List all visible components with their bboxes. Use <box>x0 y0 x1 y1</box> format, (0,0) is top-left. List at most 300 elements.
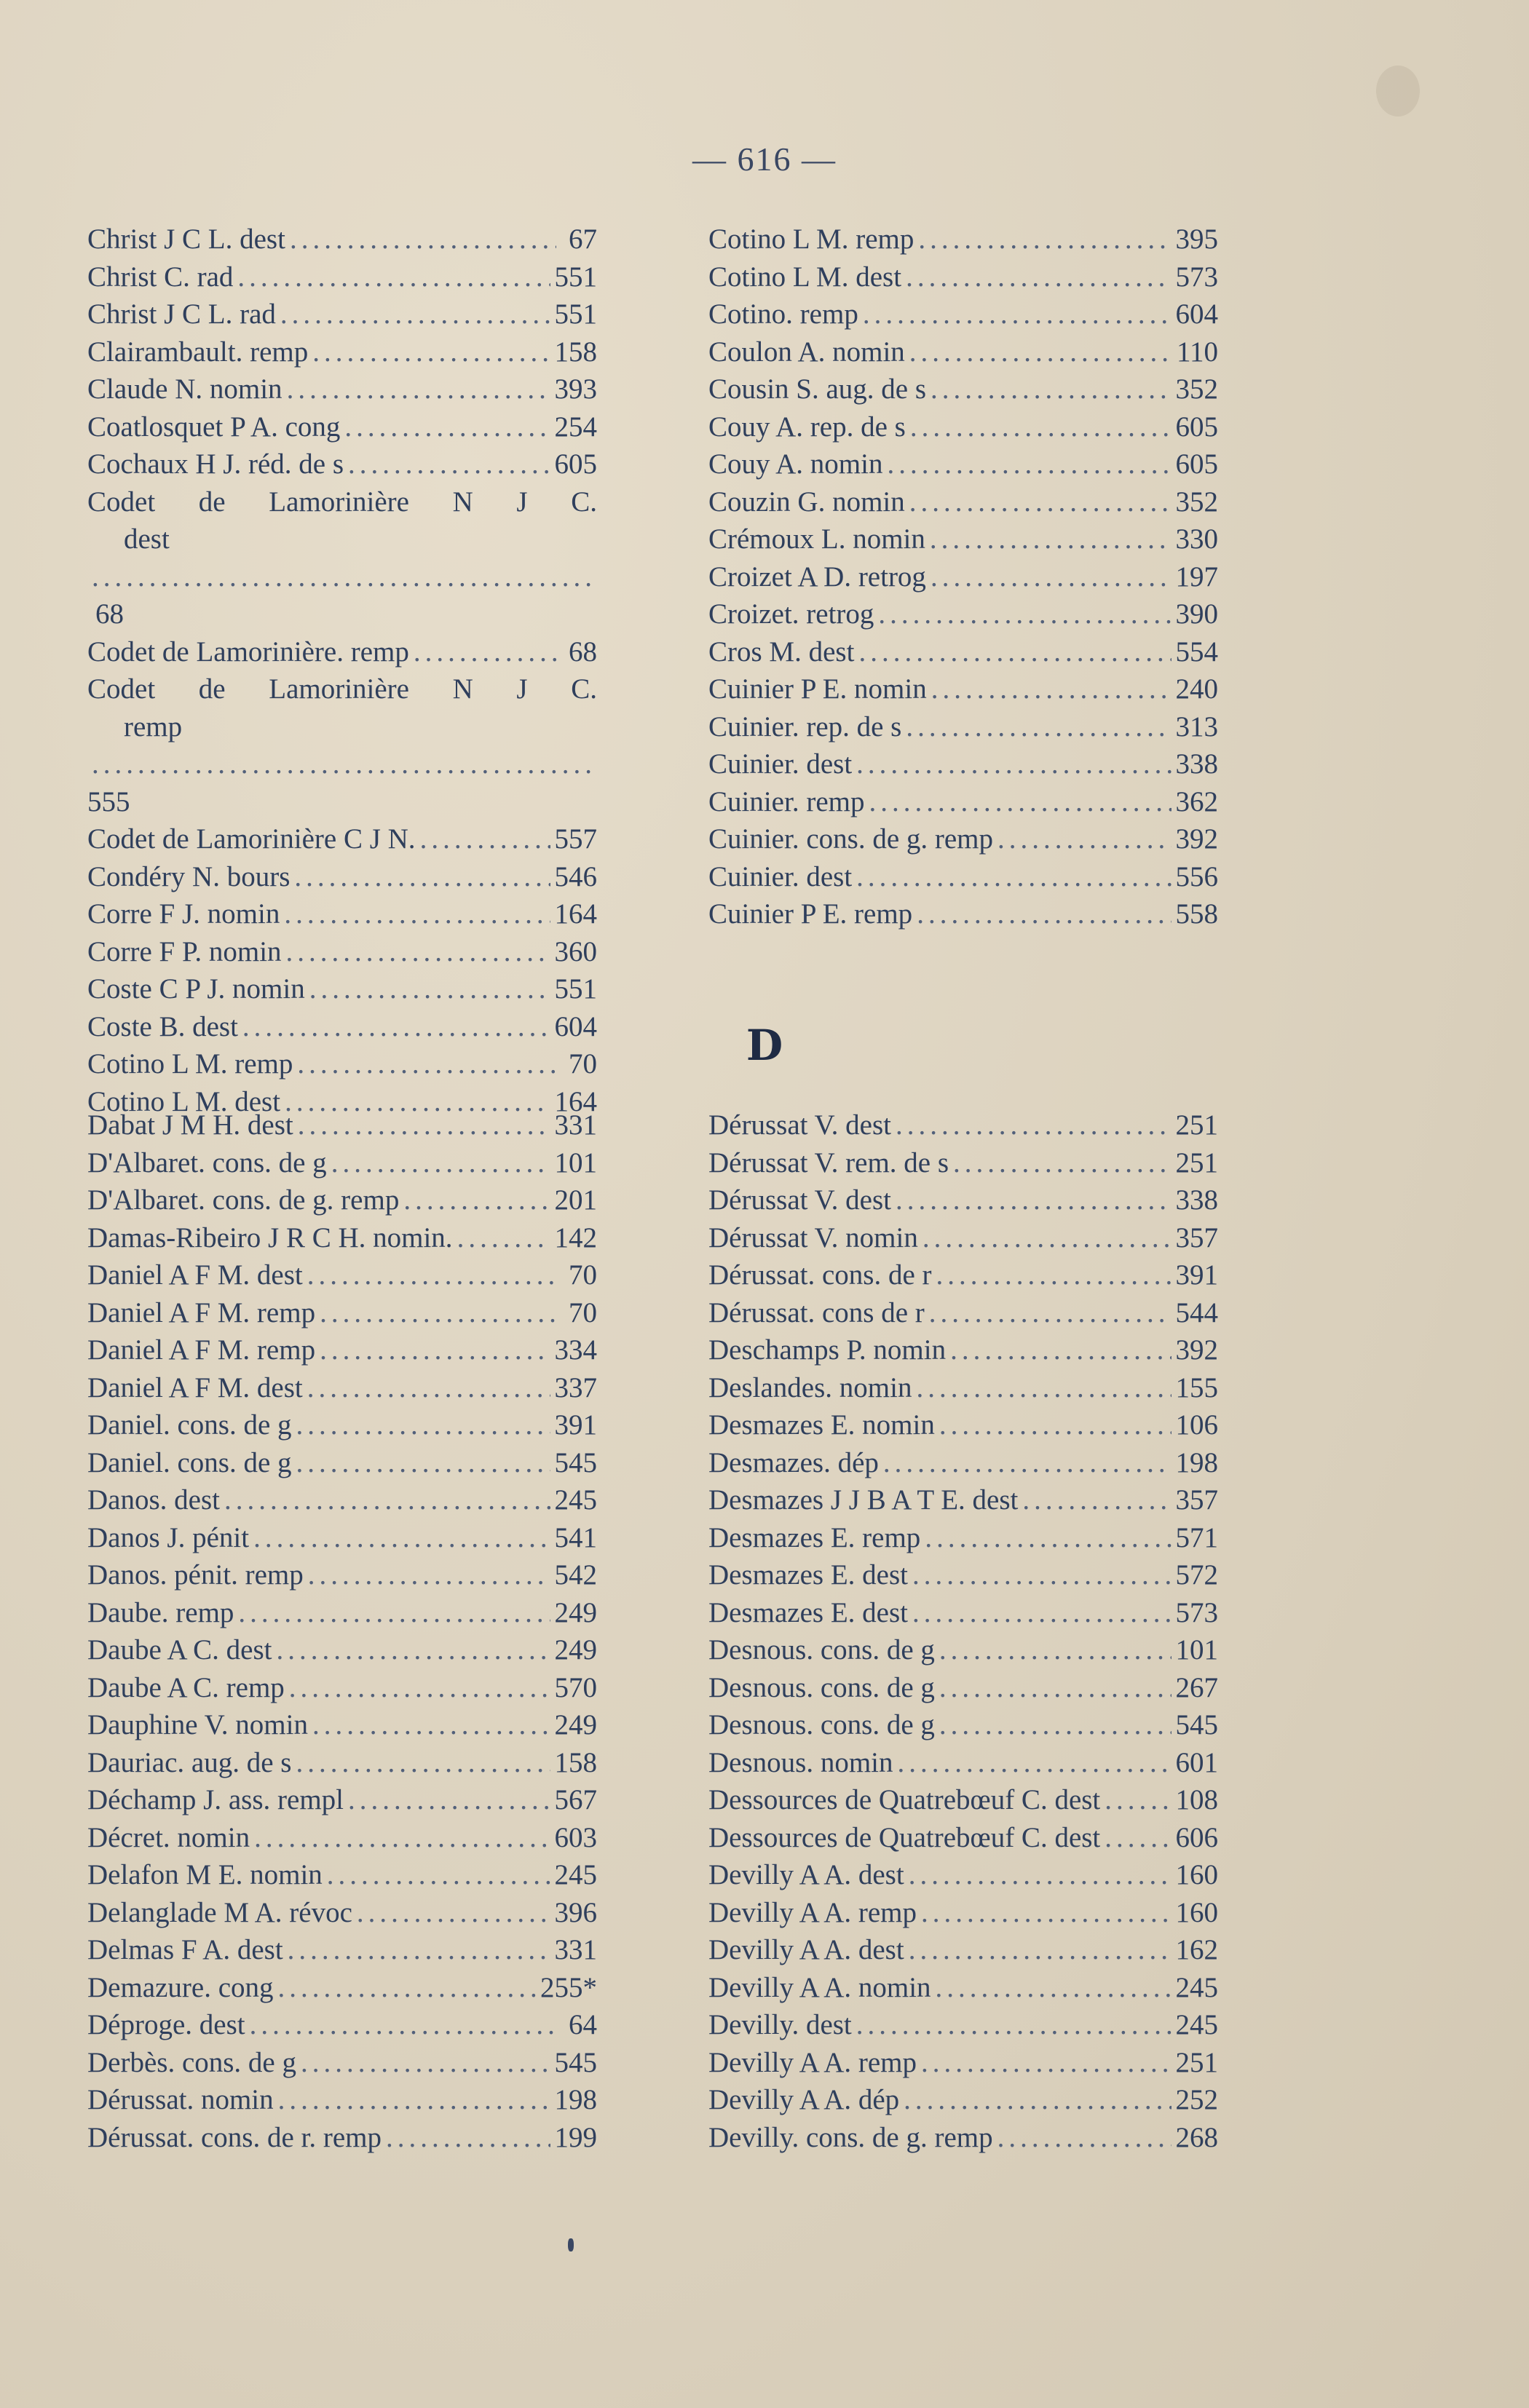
entry-page-number: 391 <box>1175 1259 1218 1291</box>
dot-leader <box>909 333 1172 371</box>
dot-leader <box>917 895 1171 933</box>
entry-page-number: 162 <box>1175 1934 1218 1965</box>
entry-name: Crémoux L. nomin <box>708 523 925 555</box>
entry-name: Desnous. nomin <box>708 1746 893 1778</box>
index-entry <box>708 1256 1218 1294</box>
dot-leader <box>403 1181 550 1219</box>
dot-leader <box>922 1219 1172 1257</box>
index-entry <box>708 1181 1218 1219</box>
entry-page-number: 554 <box>1175 635 1218 668</box>
dot-leader <box>953 1144 1171 1182</box>
entry-name-continuation: remp <box>124 710 183 742</box>
index-entry <box>87 1856 597 1894</box>
index-entry <box>708 1969 1218 2007</box>
entry-page-number: 395 <box>1175 223 1218 255</box>
dot-leader <box>909 483 1172 521</box>
entry-name: Cochaux H J. réd. de s <box>87 448 344 480</box>
dot-leader <box>930 520 1172 558</box>
dot-leader <box>856 745 1171 783</box>
entry-name: Déchamp J. ass. rempl <box>87 1784 344 1815</box>
entry-page-number: 331 <box>554 1109 597 1141</box>
dot-leader <box>288 1931 550 1969</box>
entry-name: Damas-Ribeiro J R C H. nomin. <box>87 1221 453 1253</box>
entry-name: Devilly A A. nomin <box>708 1971 931 2003</box>
entry-page-number: 606 <box>1175 1821 1218 1853</box>
dot-leader <box>457 1219 550 1257</box>
entry-page-number: 331 <box>554 1934 597 1965</box>
dot-leader <box>1105 1781 1171 1819</box>
index-entry <box>87 1781 597 1819</box>
index-entry <box>708 483 1218 521</box>
entry-page-number: 254 <box>554 411 597 443</box>
entry-page-number: 338 <box>1175 748 1218 780</box>
index-entry <box>87 445 597 483</box>
entry-name: Danos. dest <box>87 1484 220 1516</box>
index-entry <box>87 1631 597 1669</box>
dot-leader <box>224 1481 550 1519</box>
entry-page-number: 313 <box>1175 710 1218 742</box>
entry-page-number: 249 <box>554 1709 597 1740</box>
entry-page-number: 570 <box>554 1671 597 1703</box>
dot-leader <box>298 1106 550 1144</box>
ink-dot <box>568 2238 574 2251</box>
dot-leader <box>909 1931 1172 1969</box>
entry-name: Dessources de Quatrebœuf C. dest <box>708 1784 1101 1815</box>
index-entry <box>708 1369 1218 1407</box>
dot-leader <box>307 1256 556 1294</box>
index-entry <box>708 1406 1218 1444</box>
entry-page-number: 198 <box>554 2084 597 2115</box>
entry-page-number: 330 <box>1175 523 1218 555</box>
entry-name: Deschamps P. nomin <box>708 1334 947 1366</box>
entry-page-number: 64 <box>569 2009 597 2040</box>
entry-name: Daniel A F M. remp <box>87 1296 316 1328</box>
entry-page-number: 545 <box>554 2046 597 2078</box>
entry-page-number: 267 <box>1175 1671 1218 1703</box>
index-entry <box>87 1106 597 1144</box>
dot-leader <box>278 1969 536 2007</box>
entry-page-number: 546 <box>554 860 597 892</box>
dot-leader <box>348 445 550 483</box>
index-entry <box>708 1519 1218 1557</box>
entry-page-number: 357 <box>1175 1221 1218 1253</box>
index-entry <box>87 1931 597 1969</box>
index-entry <box>87 1969 597 2007</box>
entry-name: Desmazes E. dest <box>708 1559 908 1591</box>
dot-leader <box>344 408 550 446</box>
entry-page-number: 255* <box>540 1971 597 2003</box>
dot-leader <box>925 1519 1171 1557</box>
entry-name: Devilly A A. dest <box>708 1859 904 1890</box>
entry-name: Desmazes J J B A T E. dest <box>708 1484 1019 1516</box>
dot-leader <box>887 445 1171 483</box>
index-entry <box>708 1744 1218 1782</box>
entry-page-number: 605 <box>1175 448 1218 480</box>
entry-page-number: 245 <box>554 1859 597 1890</box>
dot-leader <box>939 1406 1172 1444</box>
index-column-c-right <box>708 221 1218 933</box>
index-entry <box>87 2081 597 2119</box>
entry-page-number: 155 <box>1175 1371 1218 1403</box>
entry-page-number: 556 <box>1175 860 1218 892</box>
index-entry <box>87 1481 597 1519</box>
entry-page-number: 551 <box>554 973 597 1005</box>
entry-page-number: 573 <box>1175 1596 1218 1628</box>
dot-leader <box>237 258 550 296</box>
index-entry <box>708 1219 1218 1257</box>
dot-leader <box>921 2044 1172 2082</box>
entry-name: Cotino L M. remp <box>87 1048 293 1080</box>
index-entry <box>708 1144 1218 1182</box>
dot-leader <box>909 1856 1172 1894</box>
dot-leader <box>878 595 1171 633</box>
index-entry <box>87 1594 597 1632</box>
entry-name: Daniel. cons. de g <box>87 1409 292 1441</box>
index-entry <box>708 2081 1218 2119</box>
index-entry <box>708 820 1218 858</box>
entry-page-number: 392 <box>1175 1334 1218 1366</box>
dot-leader <box>296 1444 550 1482</box>
dot-leader <box>1022 1481 1171 1519</box>
entry-name: Danos. pénit. remp <box>87 1559 304 1591</box>
entry-page-number: 249 <box>554 1596 597 1628</box>
entry-name: Daube A C. dest <box>87 1634 272 1666</box>
letter-heading: D <box>746 1021 783 1070</box>
entry-name: Corre F J. nomin <box>87 898 280 930</box>
dot-leader <box>312 333 550 371</box>
index-entry <box>87 1894 597 1932</box>
index-entry <box>87 483 597 633</box>
dot-leader <box>250 2006 556 2044</box>
dot-leader <box>296 1744 550 1782</box>
dot-leader <box>858 633 1171 671</box>
index-entry <box>87 1294 597 1332</box>
entry-name: Devilly. dest <box>708 2009 852 2040</box>
index-entry <box>87 670 597 820</box>
index-entry <box>708 1106 1218 1144</box>
entry-page-number: 338 <box>1175 1184 1218 1216</box>
entry-page-number: 251 <box>1175 1109 1218 1141</box>
entry-name: Dérussat V. dest <box>708 1184 891 1216</box>
entry-name: Codet de Lamorinière C J N. <box>87 823 416 855</box>
dot-leader <box>904 2081 1171 2119</box>
entry-name: Dérussat V. dest <box>708 1109 891 1141</box>
dot-leader <box>906 708 1171 746</box>
dot-leader <box>386 2119 550 2157</box>
dot-leader <box>320 1294 556 1332</box>
dot-leader <box>294 858 550 896</box>
index-entry <box>708 1706 1218 1744</box>
dot-leader <box>939 1706 1172 1744</box>
entry-name: Danos J. pénit <box>87 1521 250 1553</box>
index-entry <box>708 2044 1218 2082</box>
index-column-c-left <box>87 221 597 1120</box>
entry-name: Dérussat. cons. de r <box>708 1259 932 1291</box>
entry-name: Desmazes E. dest <box>708 1596 908 1628</box>
index-entry <box>87 895 597 933</box>
dot-leader <box>997 820 1171 858</box>
entry-name: Daniel. cons. de g <box>87 1446 292 1478</box>
dot-leader <box>1105 1819 1171 1857</box>
entry-page-number: 396 <box>554 1896 597 1928</box>
dot-leader <box>939 1631 1172 1669</box>
entry-name: Christ J C L. dest <box>87 223 285 255</box>
index-entry <box>87 296 597 333</box>
entry-name: Dessources de Quatrebœuf C. dest <box>708 1821 1101 1853</box>
entry-page-number: 604 <box>554 1010 597 1042</box>
index-entry <box>708 670 1218 708</box>
entry-name: Croizet A D. retrog <box>708 561 926 593</box>
entry-name: Dérussat. cons. de r. remp <box>87 2121 382 2153</box>
index-entry <box>87 408 597 446</box>
entry-name: Cousin S. aug. de s <box>708 373 927 405</box>
index-entry <box>708 558 1218 596</box>
entry-name: Daniel A F M. dest <box>87 1259 303 1291</box>
index-entry <box>708 2006 1218 2044</box>
entry-name: Coste C P J. nomin <box>87 973 305 1005</box>
dot-leader <box>898 1744 1172 1782</box>
entry-name: Christ C. rad <box>87 261 234 293</box>
index-entry <box>708 895 1218 933</box>
entry-name: Devilly A A. remp <box>708 2046 917 2078</box>
entry-page-number: 391 <box>554 1409 597 1441</box>
index-entry <box>708 1444 1218 1482</box>
entry-page-number: 392 <box>1175 823 1218 855</box>
dot-leader <box>280 296 550 333</box>
entry-name: Devilly. cons. de g. remp <box>708 2121 993 2153</box>
index-entry <box>87 2119 597 2157</box>
entry-page-number: 571 <box>1175 1521 1218 1553</box>
dot-leader <box>929 1294 1172 1332</box>
dot-leader <box>856 858 1171 896</box>
entry-name: Corre F P. nomin <box>87 935 282 967</box>
dot-leader <box>320 1331 550 1369</box>
index-entry <box>87 1519 597 1557</box>
entry-page-number: 158 <box>554 1746 597 1778</box>
dot-leader <box>921 1894 1172 1932</box>
entry-page-number: 106 <box>1175 1409 1218 1441</box>
index-entry <box>708 1331 1218 1369</box>
dot-leader <box>950 1331 1171 1369</box>
entry-page-number: 337 <box>554 1371 597 1403</box>
dot-leader <box>856 2006 1172 2044</box>
dot-leader <box>331 1144 550 1182</box>
dot-leader <box>931 371 1171 408</box>
entry-page-number: 360 <box>554 935 597 967</box>
dot-leader <box>916 1369 1171 1407</box>
entry-name: Cuinier. dest <box>708 748 853 780</box>
entry-page-number: 268 <box>1175 2121 1218 2153</box>
entry-name: Devilly A A. dép <box>708 2084 900 2115</box>
index-entry <box>708 1931 1218 1969</box>
index-entry <box>708 1819 1218 1857</box>
dot-leader <box>420 820 550 858</box>
index-entry <box>708 445 1218 483</box>
entry-name: Cros M. dest <box>708 635 855 668</box>
dot-leader <box>931 670 1172 708</box>
index-entry <box>87 858 597 896</box>
entry-page-number: 245 <box>1175 2009 1218 2040</box>
index-entry <box>87 1406 597 1444</box>
dot-leader <box>309 970 550 1008</box>
entry-name: Desmazes E. remp <box>708 1521 921 1553</box>
entry-page-number: 198 <box>1175 1446 1218 1478</box>
dot-leader <box>912 1556 1172 1594</box>
index-entry <box>708 783 1218 821</box>
entry-page-number: 557 <box>554 823 597 855</box>
index-entry <box>87 1444 597 1482</box>
dot-leader <box>253 1519 550 1557</box>
entry-name: Desmazes E. nomin <box>708 1409 935 1441</box>
index-entry <box>708 1669 1218 1707</box>
index-entry <box>87 1369 597 1407</box>
index-entry <box>87 933 597 971</box>
entry-page-number: 70 <box>569 1259 597 1291</box>
entry-page-number: 68 <box>569 635 597 668</box>
dot-leader <box>936 1256 1172 1294</box>
index-entry <box>708 595 1218 633</box>
entry-name: Dérussat V. rem. de s <box>708 1146 949 1179</box>
dot-leader <box>936 1969 1172 2007</box>
index-entry <box>708 1556 1218 1594</box>
dot-leader <box>863 296 1172 333</box>
dot-leader <box>312 1706 550 1744</box>
index-entry <box>708 708 1218 746</box>
dot-leader <box>997 2119 1172 2157</box>
index-entry <box>708 258 1218 296</box>
entry-name: Devilly A A. dest <box>708 1934 904 1965</box>
index-entry <box>708 858 1218 896</box>
entry-name: Daniel A F M. dest <box>87 1371 303 1403</box>
entry-name: Codet de Lamorinière N J C. <box>87 486 597 518</box>
entry-page-number: 542 <box>554 1559 597 1591</box>
entry-name: Delmas F A. dest <box>87 1934 283 1965</box>
dot-leader <box>301 2044 550 2082</box>
dot-leader <box>278 2081 550 2119</box>
dot-leader <box>357 1894 550 1932</box>
index-entry <box>708 371 1218 408</box>
dot-leader <box>912 1594 1172 1632</box>
entry-name: Cuinier P E. nomin <box>708 673 927 705</box>
entry-page-number: 572 <box>1175 1559 1218 1591</box>
entry-name: Clairambault. remp <box>87 336 309 368</box>
entry-page-number: 160 <box>1175 1859 1218 1890</box>
index-entry <box>87 333 597 371</box>
index-entry <box>87 1331 597 1369</box>
entry-name: Delafon M E. nomin <box>87 1859 323 1890</box>
entry-name: Deslandes. nomin <box>708 1371 912 1403</box>
page-number: — 616 — <box>692 140 837 178</box>
paper-stain <box>1376 66 1420 116</box>
dot-leader <box>910 408 1172 446</box>
entry-name: Daube A C. remp <box>87 1671 285 1703</box>
entry-page-number: 390 <box>1175 598 1218 630</box>
entry-page-number: 160 <box>1175 1896 1218 1928</box>
entry-name: Desnous. cons. de g <box>708 1709 935 1740</box>
entry-name: Dérussat. nomin <box>87 2084 274 2115</box>
index-entry <box>708 1294 1218 1332</box>
index-entry <box>708 745 1218 783</box>
entry-name: Couy A. rep. de s <box>708 411 906 443</box>
entry-name: Dauriac. aug. de s <box>87 1746 292 1778</box>
entry-page-number: 334 <box>554 1334 597 1366</box>
dot-leader <box>883 1444 1172 1482</box>
entry-page-number: 357 <box>1175 1484 1218 1516</box>
dot-leader <box>308 1556 550 1594</box>
entry-page-number: 544 <box>1175 1296 1218 1328</box>
dot-leader <box>92 558 593 596</box>
entry-name: Claude N. nomin <box>87 373 283 405</box>
dot-leader <box>254 1819 550 1857</box>
entry-name: Coulon A. nomin <box>708 336 905 368</box>
index-entry <box>87 1744 597 1782</box>
entry-page-number: 551 <box>554 298 597 330</box>
entry-name: Codet de Lamorinière N J C. <box>87 673 597 705</box>
entry-name: Demazure. cong <box>87 1971 274 2003</box>
index-entry <box>708 296 1218 333</box>
entry-page-number: 555 <box>87 785 130 817</box>
dot-leader <box>896 1181 1172 1219</box>
dot-leader <box>896 1106 1172 1144</box>
entry-page-number: 545 <box>554 1446 597 1478</box>
entry-name: Cuinier. remp <box>708 785 865 817</box>
entry-name: Cotino L M. dest <box>708 261 902 293</box>
entry-name-continuation: dest <box>124 523 170 555</box>
entry-name: Cuinier. dest <box>708 860 853 892</box>
entry-name: Christ J C L. rad <box>87 298 276 330</box>
index-entry <box>708 633 1218 671</box>
dot-leader <box>931 558 1172 596</box>
entry-page-number: 567 <box>554 1784 597 1815</box>
entry-name: Cotino L M. dest <box>87 1085 281 1117</box>
entry-page-number: 158 <box>554 336 597 368</box>
entry-name: Cotino. remp <box>708 298 858 330</box>
entry-name: Cuinier P E. remp <box>708 898 913 930</box>
entry-name: Desnous. cons. de g <box>708 1671 935 1703</box>
entry-name: Delanglade M A. révoc <box>87 1896 352 1928</box>
entry-name: Cuinier. cons. de g. remp <box>708 823 994 855</box>
entry-name: Décret. nomin <box>87 1821 250 1853</box>
dot-leader <box>869 783 1171 821</box>
index-entry <box>87 970 597 1008</box>
entry-page-number: 558 <box>1175 898 1218 930</box>
dot-leader <box>92 745 593 783</box>
dot-leader <box>307 1369 550 1407</box>
dot-leader <box>276 1631 550 1669</box>
entry-name: Desnous. cons. de g <box>708 1634 935 1666</box>
index-entry <box>708 1481 1218 1519</box>
dot-leader <box>296 1406 550 1444</box>
entry-page-number: 541 <box>554 1521 597 1553</box>
entry-page-number: 393 <box>554 373 597 405</box>
index-entry <box>87 371 597 408</box>
entry-name: D'Albaret. cons. de g. remp <box>87 1184 400 1216</box>
dot-leader <box>327 1856 550 1894</box>
entry-name: Derbès. cons. de g <box>87 2046 296 2078</box>
entry-page-number: 601 <box>1175 1746 1218 1778</box>
entry-page-number: 605 <box>1175 411 1218 443</box>
entry-page-number: 604 <box>1175 298 1218 330</box>
entry-page-number: 199 <box>554 2121 597 2153</box>
index-entry <box>87 2044 597 2082</box>
entry-name: D'Albaret. cons. de g <box>87 1146 327 1179</box>
entry-name: Codet de Lamorinière. remp <box>87 635 409 668</box>
dot-leader <box>348 1781 550 1819</box>
entry-page-number: 249 <box>554 1634 597 1666</box>
dot-leader <box>939 1669 1172 1707</box>
index-entry <box>708 221 1218 258</box>
index-entry <box>87 1706 597 1744</box>
